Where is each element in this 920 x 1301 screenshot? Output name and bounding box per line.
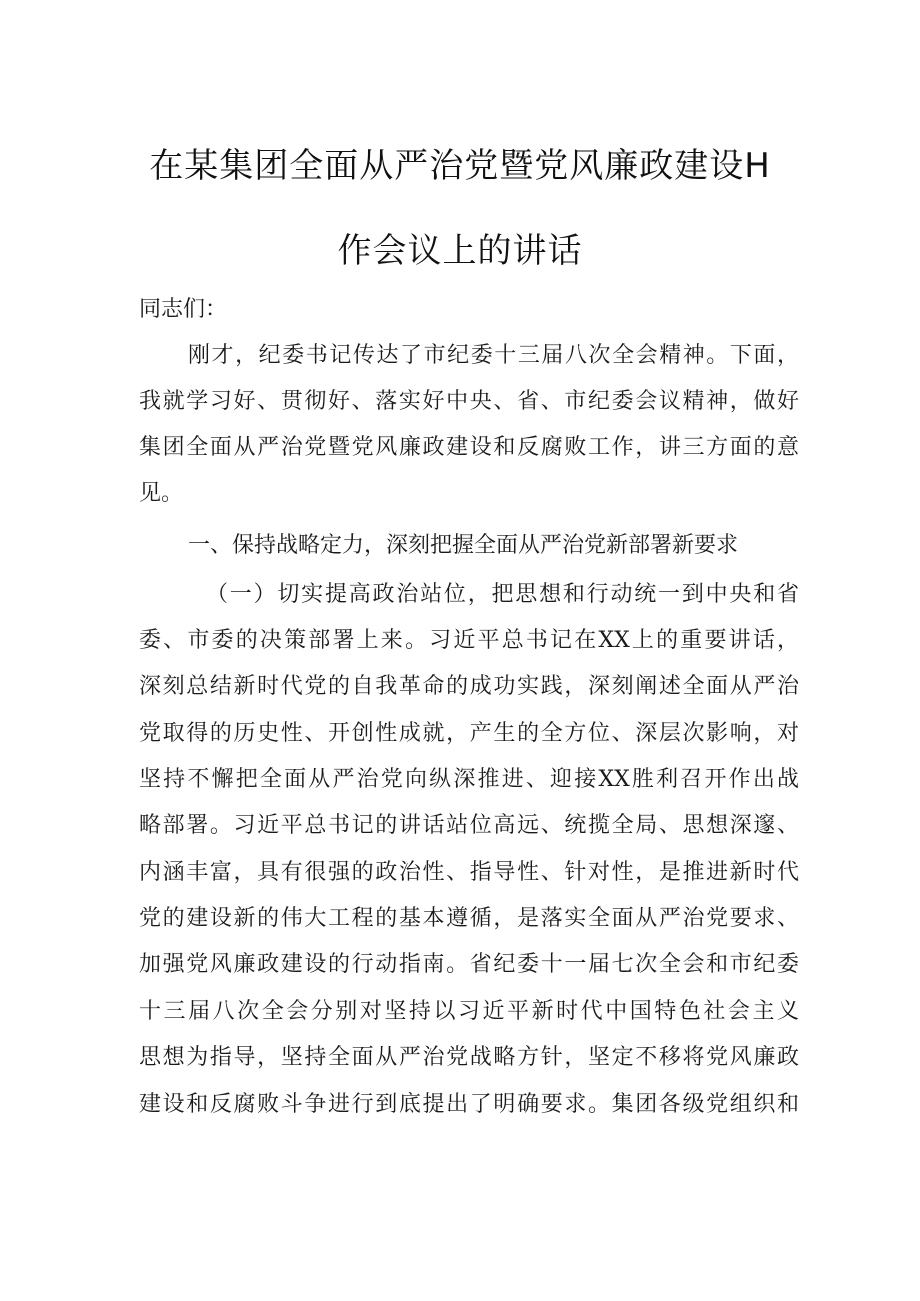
paragraph-line: 略部署。习近平总书记的讲话站位高远、统揽全局、思想深邃、 xyxy=(139,813,799,838)
paragraph-line: 建设和反腐败斗争进行到底提出了明确要求。集团各级党组织和 xyxy=(139,1092,799,1117)
paragraph-line: 加强党风廉政建设的行动指南。省纪委十一届七次全会和市纪委 xyxy=(139,952,799,977)
paragraph-line: （一）切实提高政治站位，把思想和行动统一到中央和省 xyxy=(206,582,799,607)
paragraph-line: 坚持不懈把全面从严治党向纵深推进、迎接XX胜利召开作出战 xyxy=(139,767,799,792)
paragraph-line: 集团全面从严治党暨党风廉政建设和反腐败工作，讲三方面的意 xyxy=(139,435,799,460)
section-heading: 一、保持战略定力，深刻把握全面从严治党新部署新要求 xyxy=(188,533,739,558)
document-title-line-1: 在某集团全面从严治党暨党风廉政建设H xyxy=(149,146,771,186)
paragraph-line: 我就学习好、贯彻好、落实好中央、省、市纪委会议精神，做好 xyxy=(139,389,799,414)
paragraph-line: 党取得的历史性、开创性成就，产生的全方位、深层次影响，对 xyxy=(139,721,799,746)
document-title-line-2: 作会议上的讲话 xyxy=(337,231,583,271)
paragraph-line: 见。 xyxy=(139,481,184,506)
paragraph-line: 党的建设新的伟大工程的基本遵循，是落实全面从严治党要求、 xyxy=(139,906,799,931)
paragraph-line: 刚才，纪委书记传达了市纪委十三届八次全会精神。下面， xyxy=(188,343,799,368)
paragraph-line: 委、市委的决策部署上来。习近平总书记在XX上的重要讲话， xyxy=(139,628,799,653)
paragraph-line: 内涵丰富，具有很强的政治性、指导性、针对性，是推进新时代 xyxy=(139,860,799,885)
paragraph-line: 深刻总结新时代党的自我革命的成功实践，深刻阐述全面从严治 xyxy=(139,674,799,699)
salutation: 同志们： xyxy=(139,297,228,322)
paragraph-line: 十三届八次全会分别对坚持以习近平新时代中国特色社会主义 xyxy=(139,999,799,1024)
paragraph-line: 思想为指导，坚持全面从严治党战略方针，坚定不移将党风廉政 xyxy=(139,1045,799,1070)
